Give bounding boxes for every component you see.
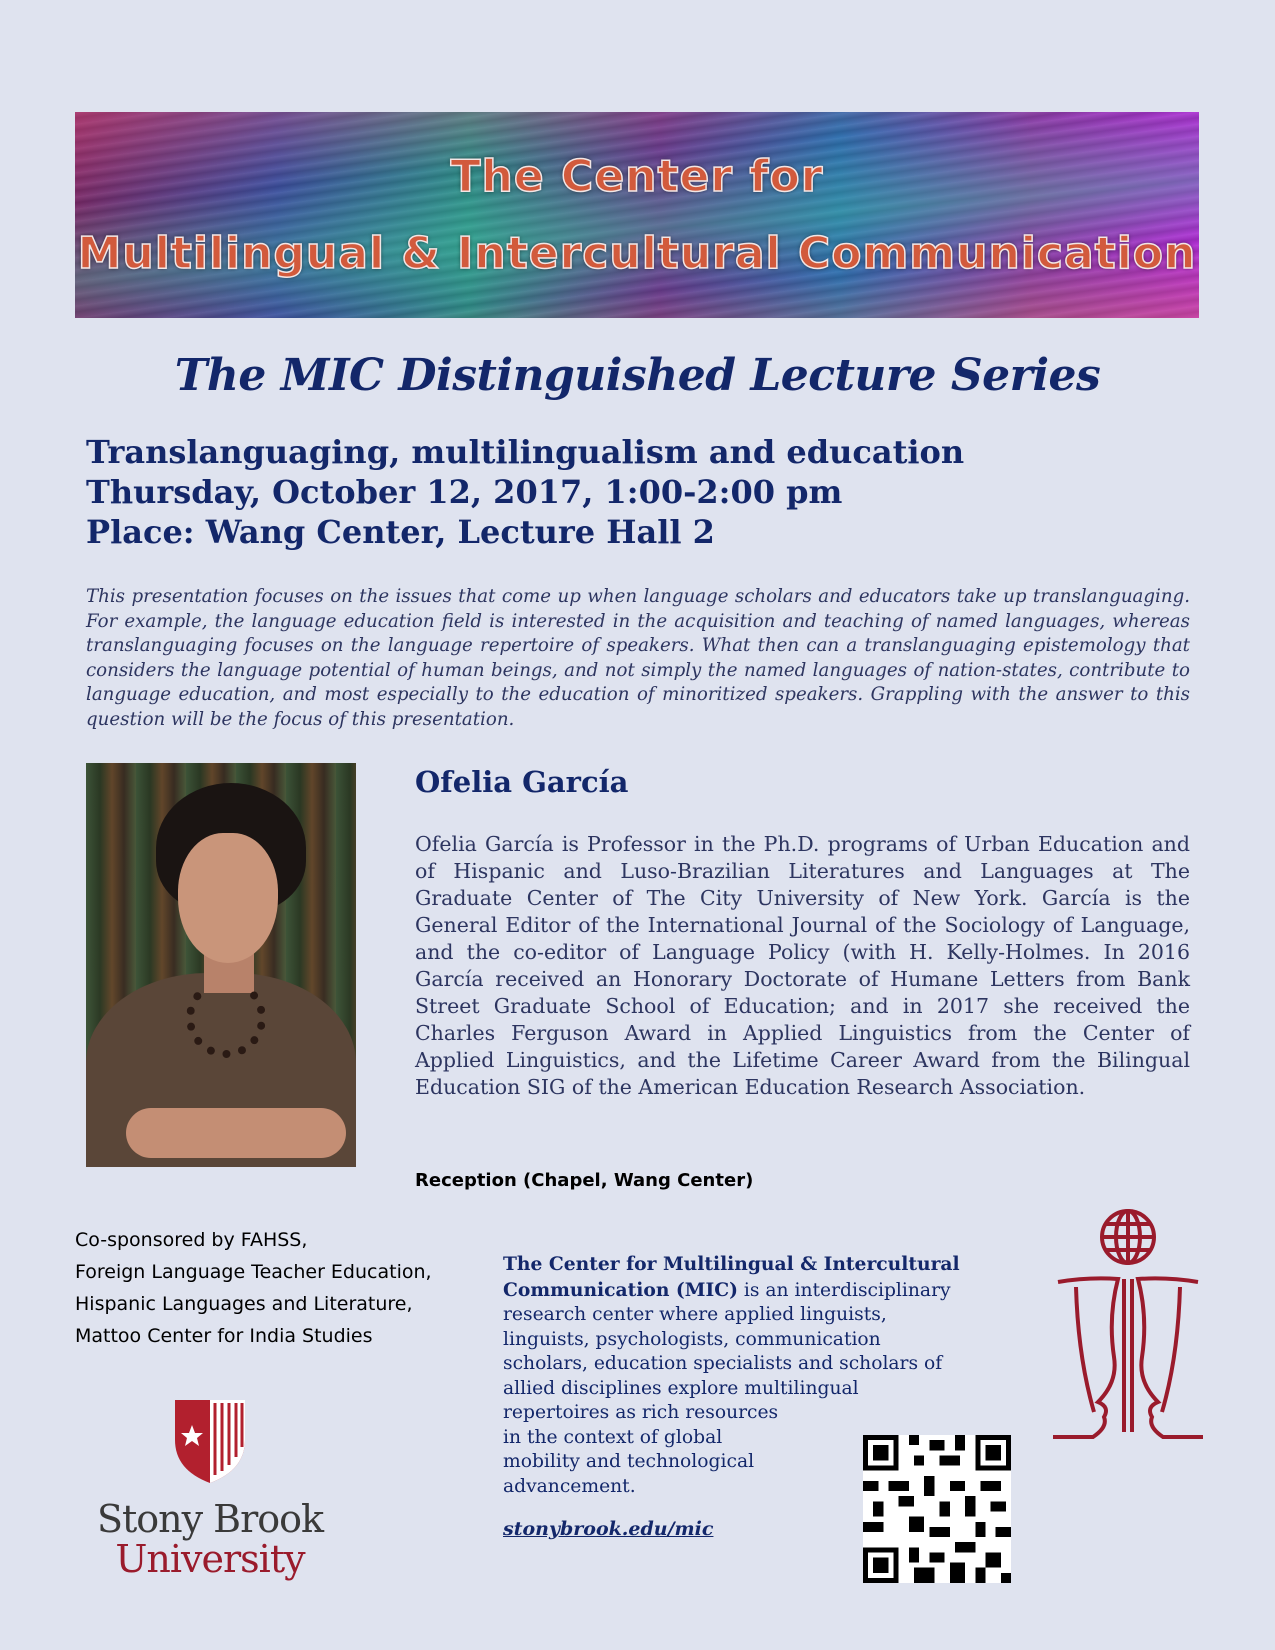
talk-abstract: This presentation focuses on the issues that come up when language scholars and educators take up translanguaging. For example, the language education field is interested in the acquisition and teaching of named languages, whereas translanguaging focuses on the language repertoire of speakers. What then can a translanguaging epistemology that considers the language potential of human beings, and not simply the named languages of nation-states, contribute to language education, and most especially to the education of minoritized speakers. Grappling with the answer to this question will be the focus of this presentation. bbox=[86, 586, 1190, 730]
banner-title-line1: The Center for bbox=[450, 151, 824, 202]
banner-title-line2: Multilingual & Intercultural Communication bbox=[77, 228, 1197, 279]
shield-icon bbox=[165, 1395, 255, 1485]
mic-desc-line: repertoires as rich resources bbox=[503, 1402, 779, 1423]
mic-name: The Center for Multilingual & Intercultural Communication (MIC) bbox=[503, 1253, 960, 1301]
speaker-bio: Ofelia García is Professor in the Ph.D. programs of Urban Education and of Hispanic and Luso-Brazilian Literatures and Languages at The Graduate Center of The City University of New York. García is the General Editor of the International Journal of the Sociology of Language, and the co-editor of Language Policy (with H. Kelly-Holmes. In 2016 García received an Honorary Doctorate of Humane Letters from Bank Street Graduate School of Education; and in 2017 she received the Charles Ferguson Award in Applied Linguistics from the Center of Applied Linguistics, and the Lifetime Career Award from the Bilingual Education SIG of the American Education Research Association. bbox=[415, 832, 1190, 1099]
reception-info: Reception (Chapel, Wang Center) bbox=[415, 1170, 754, 1191]
mic-desc-line: linguists, psychologists, communication bbox=[503, 1328, 881, 1350]
mic-desc-line: in the context of global bbox=[503, 1426, 723, 1448]
mic-desc-line: mobility and technological bbox=[503, 1451, 755, 1472]
cosponsors-list bbox=[75, 1224, 432, 1352]
mic-desc-line: allied disciplines explore multilingual bbox=[503, 1377, 859, 1399]
qr-code-icon bbox=[863, 1435, 1011, 1583]
talk-place: Place: Wang Center, Lecture Hall 2 bbox=[86, 513, 715, 551]
stony-brook-logo bbox=[95, 1395, 325, 1579]
speaker-name: Ofelia García bbox=[415, 765, 629, 799]
mic-desc-line: research center where applied linguists, bbox=[503, 1304, 887, 1325]
university-name-line2: University bbox=[115, 1537, 305, 1581]
sponsor-line: Co-sponsored by FAHSS, bbox=[75, 1229, 308, 1251]
speaker-photo bbox=[86, 763, 356, 1167]
sponsor-line: Hispanic Languages and Literature, bbox=[75, 1293, 413, 1315]
mic-desc-line: advancement. bbox=[503, 1475, 636, 1497]
sponsor-line: Mattoo Center for India Studies bbox=[75, 1325, 373, 1347]
lecture-series-title: The MIC Distinguished Lecture Series bbox=[174, 350, 1101, 401]
university-name-line1: Stony Brook bbox=[96, 1497, 324, 1541]
talk-title: Translanguaging, multilingualism and education bbox=[86, 433, 965, 471]
mic-logo-icon bbox=[1048, 1207, 1208, 1447]
mic-desc-line: scholars, education specialists and scholars of bbox=[503, 1353, 943, 1374]
mic-desc-line: is an interdisciplinary bbox=[737, 1279, 951, 1301]
talk-datetime: Thursday, October 12, 2017, 1:00-2:00 pm bbox=[86, 473, 843, 511]
header-banner bbox=[75, 112, 1199, 318]
mic-website-link[interactable]: stonybrook.edu/mic bbox=[503, 1518, 714, 1540]
sponsor-line: Foreign Language Teacher Education, bbox=[75, 1261, 432, 1283]
talk-header bbox=[86, 432, 964, 552]
